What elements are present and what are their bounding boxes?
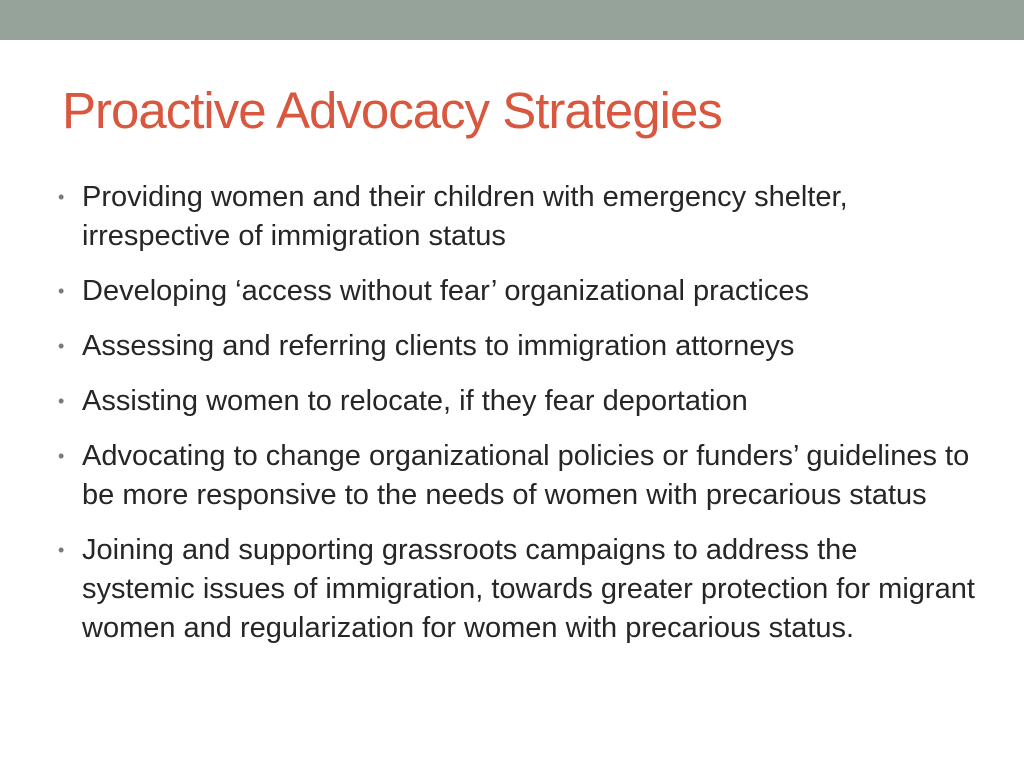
bullet-list (56, 178, 976, 664)
bullet-dot-icon: • (58, 336, 65, 356)
bullet-text: Providing women and their children with emergency shelter, irrespective of immigration status (82, 181, 848, 252)
bullet-text: Advocating to change organizational policies or funders’ guidelines to be more responsive to the needs of women with precarious status (82, 440, 970, 511)
bullet-item (56, 178, 976, 256)
bullet-dot-icon: • (58, 540, 65, 560)
bullet-dot-icon: • (58, 391, 65, 411)
bullet-dot-icon: • (58, 281, 65, 301)
bullet-dot-icon: • (58, 446, 65, 466)
bullet-item (56, 327, 976, 366)
bullet-text: Assessing and referring clients to immigration attorneys (82, 330, 795, 362)
bullet-item (56, 272, 976, 311)
slide-title: Proactive Advocacy Strategies (62, 82, 722, 139)
bullet-text: Developing ‘access without fear’ organizational practices (82, 275, 809, 307)
bullet-dot-icon: • (58, 187, 65, 207)
bullet-item (56, 437, 976, 515)
top-band (0, 0, 1024, 40)
bullet-item (56, 382, 976, 421)
bullet-text: Joining and supporting grassroots campaigns to address the systemic issues of immigration, towards greater protection for migrant women and regularization for women with precarious status. (82, 534, 975, 644)
bullet-text: Assisting women to relocate, if they fear deportation (82, 385, 748, 417)
bullet-item (56, 531, 976, 648)
